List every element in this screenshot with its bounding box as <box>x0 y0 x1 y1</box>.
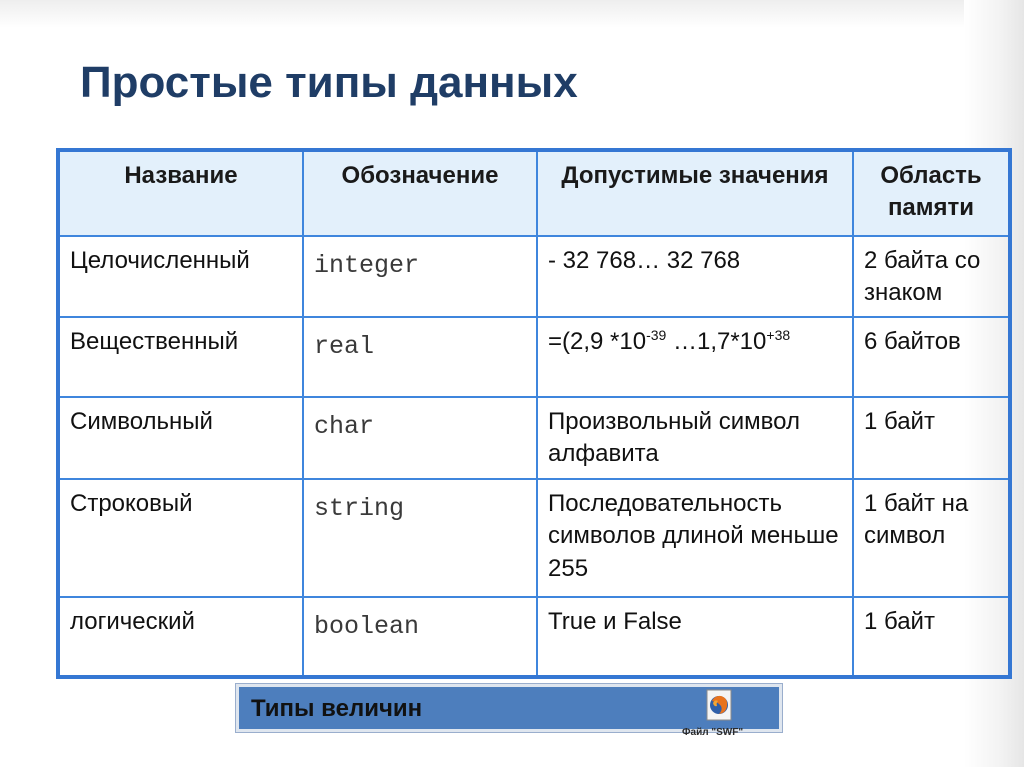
cell-type-code: boolean <box>303 597 537 677</box>
table-row <box>58 317 1010 397</box>
cell-type-code: real <box>303 317 537 397</box>
cell-type-range: Произвольный символ алфавита <box>537 397 853 479</box>
cell-type-memory: 1 байт <box>853 397 1010 479</box>
cell-type-memory: 6 байтов <box>853 317 1010 397</box>
table-row <box>58 479 1010 597</box>
data-types-table <box>56 148 1012 679</box>
cell-type-name: Символьный <box>58 397 303 479</box>
cell-type-memory: 1 байт на символ <box>853 479 1010 597</box>
range-exponent-min: -39 <box>646 326 667 343</box>
cell-type-code: char <box>303 397 537 479</box>
table-row <box>58 597 1010 677</box>
slide-title: Простые типы данных <box>80 58 578 107</box>
cell-type-range: True и False <box>537 597 853 677</box>
cell-type-code: integer <box>303 236 537 317</box>
types-of-values-link[interactable] <box>236 684 782 732</box>
firefox-file-icon[interactable] <box>704 689 734 721</box>
range-base: =(2,9 *10 <box>548 327 647 355</box>
cell-type-range: Последовательность символов длиной меньше 255 <box>537 479 853 597</box>
cell-type-name: логический <box>58 597 303 677</box>
header-notation: Обозначение <box>303 150 537 236</box>
types-of-values-label: Типы величин <box>251 695 423 722</box>
header-name: Название <box>58 150 303 236</box>
cell-type-code: string <box>303 479 537 597</box>
cell-type-range: - 32 768… 32 768 <box>537 236 853 317</box>
table-header-row <box>58 150 1010 236</box>
range-mid: …1,7*10 <box>666 327 767 355</box>
range-exponent-max: +38 <box>766 326 791 343</box>
table-row <box>58 397 1010 479</box>
cell-type-name: Строковый <box>58 479 303 597</box>
cell-type-memory: 2 байта со знаком <box>853 236 1010 317</box>
cell-type-range <box>537 317 853 397</box>
table-row <box>58 236 1010 317</box>
cell-type-name: Целочисленный <box>58 236 303 317</box>
cell-type-name: Вещественный <box>58 317 303 397</box>
file-caption: Файл "SWF" <box>682 727 744 738</box>
cell-type-memory: 1 байт <box>853 597 1010 677</box>
header-values: Допустимые значения <box>537 150 853 236</box>
slide-frame-top <box>0 0 1024 28</box>
header-memory: Область памяти <box>853 150 1010 236</box>
